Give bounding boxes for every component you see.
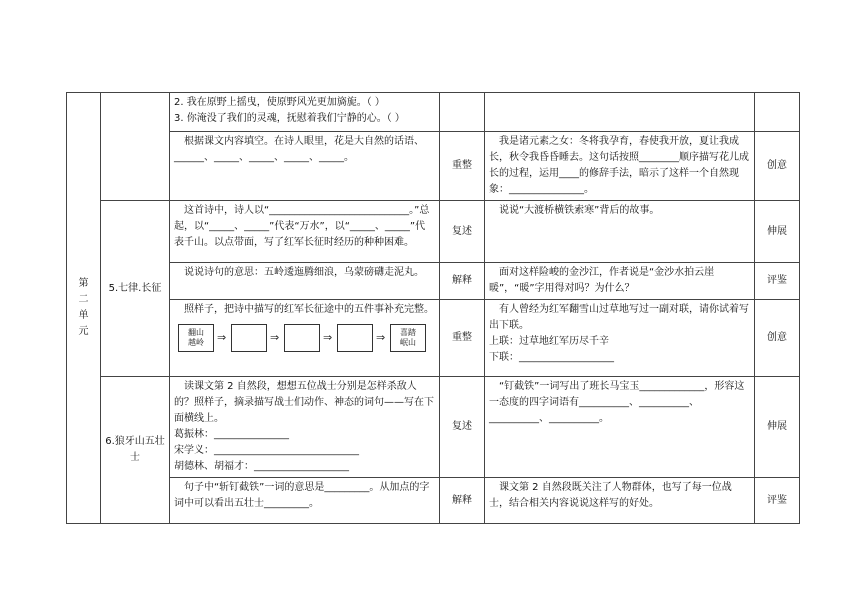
ext-cell bbox=[485, 377, 755, 478]
type-label: 创意 bbox=[755, 300, 800, 377]
basic-text: 照样子，把诗中描写的红军长征途中的五件事补充完整。 bbox=[184, 304, 434, 315]
arrow-right-icon: ⇒ bbox=[376, 331, 386, 344]
type-label: 伸展 bbox=[755, 201, 800, 263]
basic-text: 说说诗句的意思：五岭逶迤腾细浪，乌蒙磅礴走泥丸。 bbox=[184, 267, 424, 278]
ext-cell bbox=[485, 132, 755, 201]
type-label: 复述 bbox=[440, 201, 485, 263]
basic-cell bbox=[170, 132, 440, 201]
type-label: 解释 bbox=[440, 478, 485, 524]
type-label: 伸展 bbox=[755, 377, 800, 478]
arrow-right-icon: ⇒ bbox=[217, 331, 227, 344]
ext-text: 课文第 2 自然段既关注了人物群体，也写了每一位战士，结合相关内容说说这样写的好处。 bbox=[489, 482, 732, 509]
fill-blank[interactable]: _____________________________ bbox=[214, 445, 359, 456]
flow-box-text: 越岭 bbox=[188, 338, 204, 347]
basic-text: 读课文第 2 自然段，想想五位战士分别是怎样杀敌人的？照样子，摘录描写战士们动作、神态的词句——写在下面横线上。 bbox=[174, 381, 434, 424]
table-row bbox=[67, 263, 800, 300]
flow-box-blank[interactable] bbox=[337, 324, 373, 352]
unit-label: 第二单元 bbox=[78, 278, 89, 337]
flow-box-blank[interactable] bbox=[284, 324, 320, 352]
ext-text: 有人曾经为红军翻雪山过草地写过一副对联，请你试着写出下联。 bbox=[489, 304, 749, 331]
basic-cell bbox=[170, 201, 440, 263]
type-label: 重整 bbox=[440, 300, 485, 377]
fill-blank[interactable]: ___________________ bbox=[254, 461, 349, 472]
flow-box-blank[interactable] bbox=[231, 324, 267, 352]
flow-box-text: 翻山 bbox=[188, 328, 204, 337]
type-label: 创意 bbox=[755, 132, 800, 201]
unit-cell bbox=[67, 93, 101, 524]
type-label: 评鉴 bbox=[755, 263, 800, 300]
basic-text: 2. 我在原野上摇曳，使原野风光更加旖旎。（ ） bbox=[174, 97, 385, 108]
ext-cell bbox=[485, 300, 755, 377]
couplet-upper: 上联：过草地红军历尽千辛 bbox=[489, 336, 609, 347]
lesson-title: 6.狼牙山五壮士 bbox=[101, 377, 170, 524]
fill-line: 葛振林：_______________ bbox=[174, 429, 289, 440]
basic-cell bbox=[170, 377, 440, 478]
basic-cell bbox=[170, 478, 440, 524]
basic-cell bbox=[170, 300, 440, 377]
type-label: 复述 bbox=[440, 377, 485, 478]
table-row bbox=[67, 478, 800, 524]
ext-text: 面对这样险峻的金沙江，作者说是“金沙水拍云崖暖”，“暖”字用得对吗？为什么？ bbox=[489, 267, 715, 294]
flow-box-text: 喜踏 bbox=[400, 328, 416, 337]
arrow-right-icon: ⇒ bbox=[270, 331, 280, 344]
couplet-lower-blank[interactable]: ___________________ bbox=[519, 352, 614, 363]
table-row bbox=[67, 93, 800, 132]
ext-cell bbox=[485, 478, 755, 524]
type-label: 评鉴 bbox=[755, 478, 800, 524]
lesson-title: 5.七律.长征 bbox=[101, 201, 170, 377]
type-cell bbox=[440, 93, 485, 132]
type-cell bbox=[755, 93, 800, 132]
table-row bbox=[67, 377, 800, 478]
basic-cell bbox=[170, 93, 440, 132]
basic-text: 3. 你淹没了我们的灵魂，抚慰着我们宁静的心。（ ） bbox=[174, 113, 405, 124]
couplet-lower: 下联：___________________ bbox=[489, 352, 614, 363]
arrow-right-icon: ⇒ bbox=[323, 331, 333, 344]
basic-text: 这首诗中，诗人以“____________________________。”总起，以“_____、_____”代表“万水”，以“_____、_____”代表千山。以点带面，写了红军长征时经历的种种困难。 bbox=[174, 205, 430, 248]
flow-box bbox=[390, 324, 426, 352]
type-label: 解释 bbox=[440, 263, 485, 300]
type-label: 重整 bbox=[440, 132, 485, 201]
flow-box-text: 岷山 bbox=[400, 338, 416, 347]
ext-cell bbox=[485, 263, 755, 300]
table-row bbox=[67, 132, 800, 201]
fill-line: 宋学义：_____________________________ bbox=[174, 445, 359, 456]
ext-text: 说说“大渡桥横铁索寒”背后的故事。 bbox=[499, 205, 660, 216]
basic-text: 根据课文内容填空。在诗人眼里，花是大自然的话语、______、_____、_____、_____、_____。 bbox=[174, 136, 424, 163]
flow-box bbox=[178, 324, 214, 352]
ext-cell bbox=[485, 93, 755, 132]
ext-text: “钉截铁”一词写出了班长马宝玉_____________，形容这一态度的四字词语有__________、__________、__________、__________。 bbox=[489, 381, 745, 424]
event-flow-diagram bbox=[174, 324, 422, 356]
fill-line: 胡德林、胡福才：___________________ bbox=[174, 461, 349, 472]
ext-text: 我是诸元素之女：冬将我孕育，春使我开放，夏让我成长，秋令我昏昏睡去。这句话按照________顺序描写花儿成长的过程，运用____的修辞手法，暗示了这样一个自然现象：_______________。 bbox=[489, 136, 749, 195]
table-row bbox=[67, 300, 800, 377]
lesson-cell-empty bbox=[101, 93, 170, 201]
basic-text: 句子中“斩钉截铁”一词的意思是_________。从加点的字词中可以看出五壮士_________。 bbox=[174, 482, 430, 509]
basic-cell bbox=[170, 263, 440, 300]
worksheet-table bbox=[66, 92, 800, 524]
ext-cell bbox=[485, 201, 755, 263]
table-row bbox=[67, 201, 800, 263]
fill-blank[interactable]: _______________ bbox=[214, 429, 289, 440]
